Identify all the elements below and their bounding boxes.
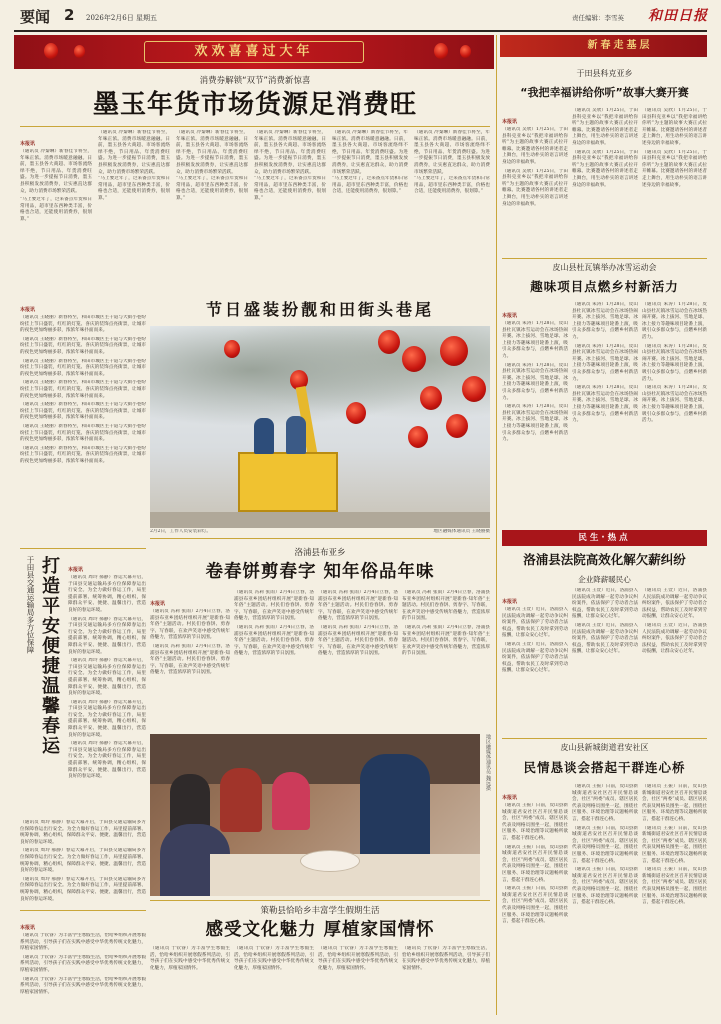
bottom-column bbox=[234, 946, 314, 1016]
bottom-paragraph: （通讯员 于钦睿）为丰富学生寒假生活，恰哈乡组织开展寒假系列活动，引导孩子们在实践中感受中华优秀传统文化魅力，厚植家国情怀。 bbox=[20, 976, 146, 995]
lead-kicker: 消费券解锁“双节”消费新惊喜 bbox=[199, 76, 311, 86]
photo-story-paragraph: （通讯员 王晓丽）新春将至，和田市城区主干道与大街小巷纷纷挂上节日盛装，红红的灯笼、喜庆的装饰点亮街景，让城市的夜色更加绚丽多彩，浓浓年味扑面而来。 bbox=[20, 358, 146, 377]
right2-paragraph: （通讯员 朱涛）1月28日，皮山县杜瓦镇冰雪运动会在冰场热闹开赛。冰上拔河、雪地足球、冰上接力等趣味项目轮番上演，吸引众多群众参与，点燃乡村新活力。 bbox=[642, 302, 707, 340]
mid-column bbox=[150, 590, 230, 730]
bottom-column bbox=[150, 946, 230, 1016]
photo-caption-left: 2月2日，工作人员安装彩灯。 bbox=[150, 529, 211, 534]
lead-quote: “马上要过年了，过来备点年货和日常用品，超市里东西种类丰富，价格也合适，还能使用消费券，很划算。” bbox=[414, 176, 490, 195]
right2-paragraph: （通讯员 朱涛）1月28日，皮山县杜瓦镇冰雪运动会在冰场热闹开赛。冰上拔河、雪地足球、冰上接力等趣味项目轮番上演，吸引众多群众参与，点燃乡村新活力。 bbox=[572, 385, 638, 424]
vertical-paragraph: （通讯员 周玲 郝静）春运大幕开启，于田县交通运输局多方位保障春运出行安全。为全力做好春运工作，局里提前部署、统筹协调，精心组织，保障群众平安、便捷、温馨出行，营造良好的春运环境。 bbox=[68, 699, 146, 738]
right4-paragraph: （通讯员 王振）日前，皮山县新城街道君安社区召开民情恳谈会，社区“两委”成员、辖区居民代表及网格员围坐一起，围绕社区服务、环境治理等议题畅所欲言，搭起干群连心桥。 bbox=[572, 825, 638, 864]
vertical-story-text bbox=[68, 556, 146, 816]
bottom-paragraph: （通讯员 于钦睿）为丰富学生寒假生活，恰哈乡组织开展寒假系列活动，引导孩子们在实践中感受中华优秀传统文化魅力，厚植家国情怀。 bbox=[402, 946, 490, 971]
right-banner-title: 新春走基层 bbox=[587, 40, 653, 51]
mid-column bbox=[318, 590, 398, 730]
right3-paragraph: （通讯员 王萱）近日，洛浦县人民法院成功调解一起劳动争议纠纷案件，依法保护了劳动者合法权益，帮助农民工及时拿到劳动报酬，让群众安心过年。 bbox=[642, 588, 707, 620]
street-lantern-photo bbox=[150, 326, 490, 528]
right4-paragraph: （通讯员 王振）日前，皮山县新城街道君安社区召开民情恳谈会，社区“两委”成员、辖区居民代表及网格员围坐一起，围绕社区服务、环境治理等议题畅所欲言，搭起干群连心桥。 bbox=[642, 825, 707, 864]
lantern-icon bbox=[378, 330, 400, 354]
photo-story-paragraph: （通讯员 王晓丽）新春将至，和田市城区主干道与大街小巷纷纷挂上节日盛装，红红的灯笼、喜庆的装饰点亮街景，让城市的夜色更加绚丽多彩，浓浓年味扑面而来。 bbox=[20, 380, 146, 399]
mid-headline: 卷春饼剪春字 知年俗品年味 bbox=[205, 562, 435, 582]
banner-title: 欢欢喜喜过大年 bbox=[194, 44, 314, 59]
right4-kicker: 皮山县新城街道君安社区 bbox=[560, 743, 649, 752]
right2-byline: 本报讯 bbox=[502, 313, 518, 319]
lantern-icon bbox=[224, 340, 240, 358]
photo-story-title: 节日盛装扮靓和田街头巷尾 bbox=[205, 300, 434, 319]
mid-column bbox=[402, 590, 490, 730]
photo-story-paragraph: （通讯员 王晓丽）新春将至，和田市城区主干道与大街小巷纷纷挂上节日盛装，红红的灯笼、喜庆的装饰点亮街景，让城市的夜色更加绚丽多彩，浓浓年味扑面而来。 bbox=[20, 423, 146, 443]
right1-kicker: 于田县科克亚乡 bbox=[576, 69, 633, 78]
lead-quote: “马上要过年了，过来备点年货和日常用品，超市里东西种类丰富，价格也合适，还能使用消费券，很划算。” bbox=[254, 176, 326, 201]
right2-paragraph: （通讯员 朱涛）1月28日，皮山县杜瓦镇冰雪运动会在冰场热闹开赛。冰上拔河、雪地足球、冰上接力等趣味项目轮番上演，吸引众多群众参与，点燃乡村新活力。 bbox=[642, 343, 707, 382]
right3-paragraph: （通讯员 王萱）近日，洛浦县人民法院成功调解一起劳动争议纠纷案件，依法保护了劳动者合法权益，帮助农民工及时拿到劳动报酬，让群众安心过年。 bbox=[502, 641, 568, 674]
lantern-icon bbox=[346, 402, 366, 424]
vertical-paragraph: （通讯员 周玲 郝静）春运大幕开启，于田县交通运输局多方位保障春运出行安全。为全力做好春运工作，局里提前部署、统筹协调，精心组织，保障群众平安、便捷、温馨出行，营造良好的春运环境。 bbox=[68, 658, 146, 697]
mid-paragraph: （通讯员 冯莉 张雨）2月4日立春，洛浦县布亚乡团结村组织开展“迎新春·知年俗”主题活动。村民们卷春饼、剪春字、写春联，在欢声笑语中感受传统年俗魅力，营造浓厚的节日氛围。 bbox=[150, 609, 230, 641]
lantern-icon bbox=[460, 45, 471, 58]
vertical-paragraph: （通讯员 周玲 郝静）春运大幕开启，于田县交通运输局多方位保障春运出行安全。为全力做好春运工作，局里提前部署、统筹协调，精心组织，保障群众平安、便捷、温馨出行，营造良好的春运环境。 bbox=[20, 848, 146, 874]
lead-quote: “马上要过年了，过来备点年货和日常用品，超市里东西种类丰富，价格也合适，还能使用消费券，很划算。” bbox=[98, 176, 170, 201]
lead-column bbox=[176, 130, 248, 292]
lead-byline: 本报讯 bbox=[20, 141, 36, 147]
column-divider bbox=[496, 35, 497, 1015]
right4-headline: 民情恳谈会搭起干群连心桥 bbox=[523, 760, 686, 775]
paper-logo: 和田日报 bbox=[648, 8, 708, 24]
vertical-kicker: 于田县交通运输局多方位保障 bbox=[26, 556, 35, 654]
mid-photo-caption: 地区融媒体通讯员 魏远摄 bbox=[485, 734, 491, 791]
section-rule bbox=[20, 548, 146, 549]
right4-paragraph: （通讯员 王振）日前，皮山县新城街道君安社区召开民情恳谈会，社区“两委”成员、辖区居民代表及网格员围坐一起，围绕社区服务、环境治理等议题畅所欲言，搭起干群连心桥。 bbox=[572, 867, 638, 906]
photo-caption-right: 地区融媒体通讯员 王晓丽摄 bbox=[433, 529, 490, 534]
bottom-paragraph: （通讯员 于钦睿）为丰富学生寒假生活，恰哈乡组织开展寒假系列活动，引导孩子们在实践中感受中华优秀传统文化魅力，厚植家国情怀。 bbox=[318, 946, 398, 971]
vertical-paragraph: （通讯员 周玲 郝静）春运大幕开启，于田县交通运输局多方位保障春运出行安全。为全力做好春运工作，局里提前部署、统筹协调，精心组织，保障群众平安、便捷、温馨出行，营造良好的春运环境。 bbox=[68, 741, 146, 780]
section-rule bbox=[20, 910, 146, 911]
lead-headline: 墨玉年货市场货源足消费旺 bbox=[92, 90, 417, 120]
lantern-icon bbox=[462, 376, 486, 402]
lead-paragraph: （通讯员 冷秦琳）新春佳节将至，年味正浓。消费市场暖意融融。日前，墨玉县各大商超、市场客流络绎不绝，节日用品、年货消费旺盛。为进一步提振节日消费，墨玉县积极发放消费券，让实惠直达群众，助力消费市场繁荣活跃。 bbox=[98, 130, 170, 175]
page-number: 2 bbox=[64, 6, 75, 24]
festive-banner bbox=[14, 35, 494, 69]
mid-paragraph: （通讯员 冯莉 张雨）2月4日立春，洛浦县布亚乡团结村组织开展“迎新春·知年俗”主题活动。村民们卷春饼、剪春字、写春联，在欢声笑语中感受传统年俗魅力，营造浓厚的节日氛围。 bbox=[150, 643, 230, 676]
right4-byline: 本报讯 bbox=[502, 795, 518, 801]
section-rule bbox=[502, 738, 707, 739]
bottom-column bbox=[318, 946, 398, 1016]
lantern-icon bbox=[420, 386, 442, 410]
lantern-icon bbox=[446, 414, 468, 438]
mid-paragraph: （通讯员 冯莉 张雨）2月4日立春，洛浦县布亚乡团结村组织开展“迎新春·知年俗”主题活动。村民们卷春饼、剪春字、写春联，在欢声笑语中感受传统年俗魅力，营造浓厚的节日氛围。 bbox=[234, 590, 314, 622]
lead-column bbox=[332, 130, 408, 292]
right2-paragraph: （通讯员 朱涛）1月28日，皮山县杜瓦镇冰雪运动会在冰场热闹开赛。冰上拔河、雪地足球、冰上接力等趣味项目轮番上演，吸引众多群众参与，点燃乡村新活力。 bbox=[642, 385, 707, 424]
lead-paragraph: （通讯员 冷秦琳）新春佳节将至，年味正浓。消费市场暖意融融。日前，墨玉县各大商超、市场客流络绎不绝，节日用品、年货消费旺盛。为进一步提振节日消费，墨玉县积极发放消费券，让实惠直达群众，助力消费市场繁荣活跃。 bbox=[254, 130, 326, 175]
mid-paragraph: （通讯员 冯莉 张雨）2月4日立春，洛浦县布亚乡团结村组织开展“迎新春·知年俗”主题活动。村民们卷春饼、剪春字、写春联，在欢声笑语中感受传统年俗魅力，营造浓厚的节日氛围。 bbox=[234, 624, 314, 657]
tree-foliage bbox=[150, 326, 490, 436]
right4-paragraph: （通讯员 王振）日前，皮山县新城街道君安社区召开民情恳谈会，社区“两委”成员、辖区居民代表及网格员围坐一起，围绕社区服务、环境治理等议题畅所欲言，搭起干群连心桥。 bbox=[642, 867, 707, 906]
right2-paragraph: （通讯员 朱涛）1月28日，皮山县杜瓦镇冰雪运动会在冰场热闹开赛。冰上拔河、雪地足球、冰上接力等趣味项目轮番上演，吸引众多群众参与，点燃乡村新活力。 bbox=[572, 302, 638, 340]
right3-column bbox=[642, 588, 707, 734]
right4-paragraph: （通讯员 王振）日前，皮山县新城街道君安社区召开民情恳谈会，社区“两委”成员、辖区居民代表及网格员围坐一起，围绕社区服务、环境治理等议题畅所欲言，搭起干群连心桥。 bbox=[642, 784, 707, 822]
right2-paragraph: （通讯员 朱涛）1月28日，皮山县杜瓦镇冰雪运动会在冰场热闹开赛。冰上拔河、雪地足球、冰上接力等趣味项目轮番上演，吸引众多群众参与，点燃乡村新活力。 bbox=[502, 404, 568, 443]
lead-column bbox=[414, 130, 490, 292]
photo-story-paragraph: （通讯员 王晓丽）新春将至，和田市城区主干道与大街小巷纷纷挂上节日盛装，红红的灯笼、喜庆的装饰点亮街景，让城市的夜色更加绚丽多彩，浓浓年味扑面而来。 bbox=[20, 402, 146, 421]
right2-paragraph: （通讯员 朱涛）1月28日，皮山县杜瓦镇冰雪运动会在冰场热闹开赛。冰上拔河、雪地足球、冰上接力等趣味项目轮番上演，吸引众多群众参与，点燃乡村新活力。 bbox=[502, 362, 568, 401]
vertical-story-text bbox=[20, 820, 146, 910]
vertical-headline: 打造平安便捷温馨春运 bbox=[39, 556, 60, 756]
lead-quote: “马上要过年了，过来备点年货和日常用品，超市里东西种类丰富，价格也合适，还能使用消费券，很划算。” bbox=[176, 176, 248, 201]
right1-column bbox=[642, 108, 707, 254]
photo-story-paragraph: （通讯员 王晓丽）新春将至，和田市城区主干道与大街小巷纷纷挂上节日盛装，红红的灯笼、喜庆的装饰点亮街景，让城市的夜色更加绚丽多彩，浓浓年味扑面而来。 bbox=[20, 445, 146, 464]
lantern-icon bbox=[402, 346, 426, 372]
right1-paragraph: （通讯员 吴欣）1月25日，于田县科克亚乡以“我把幸福讲给你听”为主题的故事大赛正式拉开帷幕。比赛邀请各村的讲述者走上舞台，用生动朴实的语言讲述身边的幸福故事。 bbox=[502, 127, 568, 165]
right1-byline: 本报讯 bbox=[502, 119, 518, 125]
mid-paragraph: （通讯员 冯莉 张雨）2月4日立春，洛浦县布亚乡团结村组织开展“迎新春·知年俗”主题活动。村民们卷春饼、剪春字、写春联，在欢声笑语中感受传统年俗魅力，营造浓厚的节日氛围。 bbox=[318, 624, 398, 657]
vertical-paragraph: （通讯员 周玲 郝静）春运大幕开启，于田县交通运输局多方位保障春运出行安全。为全力做好春运工作，局里提前部署、统筹协调，精心组织，保障群众平安、便捷、温馨出行，营造良好的春运环境。 bbox=[68, 575, 146, 613]
right3-byline: 本报讯 bbox=[502, 599, 518, 605]
issue-date: 2026年2月6日 星期五 bbox=[86, 14, 157, 22]
bottom-kicker: 策勒县恰哈乡丰富学生假期生活 bbox=[260, 906, 380, 916]
mid-paragraph: （通讯员 冯莉 张雨）2月4日立春，洛浦县布亚乡团结村组织开展“迎新春·知年俗”主题活动。村民们卷春饼、剪春字、写春联，在欢声笑语中感受传统年俗魅力，营造浓厚的节日氛围。 bbox=[402, 624, 490, 657]
section-rule bbox=[150, 538, 490, 539]
masthead-rule bbox=[14, 30, 707, 32]
right1-paragraph: （通讯员 吴欣）1月25日，于田县科克亚乡以“我把幸福讲给你听”为主题的故事大赛正式拉开帷幕。比赛邀请各村的讲述者走上舞台，用生动朴实的语言讲述身边的幸福故事。 bbox=[642, 149, 707, 188]
right3-paragraph: （通讯员 王萱）近日，洛浦县人民法院成功调解一起劳动争议纠纷案件，依法保护了劳动者合法权益，帮助农民工及时拿到劳动报酬，让群众安心过年。 bbox=[572, 588, 638, 620]
right1-paragraph: （通讯员 吴欣）1月25日，于田县科克亚乡以“我把幸福讲给你听”为主题的故事大赛正式拉开帷幕。比赛邀请各村的讲述者走上舞台，用生动朴实的语言讲述身边的幸福故事。 bbox=[502, 168, 568, 207]
right3-paragraph: （通讯员 王萱）近日，洛浦县人民法院成功调解一起劳动争议纠纷案件，依法保护了劳动者合法权益，帮助农民工及时拿到劳动报酬，让群众安心过年。 bbox=[642, 622, 707, 655]
lead-quote: “马上要过年了，过来备点年货和日常用品，超市里东西种类丰富，价格也合适，还能使用消费券，很划算。” bbox=[20, 197, 92, 222]
right2-paragraph: （通讯员 朱涛）1月28日，皮山县杜瓦镇冰雪运动会在冰场热闹开赛。冰上拔河、雪地足球、冰上接力等趣味项目轮番上演，吸引众多群众参与，点燃乡村新活力。 bbox=[502, 321, 568, 359]
lead-paragraph: （通讯员 冷秦琳）新春佳节将至，年味正浓。消费市场暖意融融。日前，墨玉县各大商超、市场客流络绎不绝，节日用品、年货消费旺盛。为进一步提振节日消费，墨玉县积极发放消费券，让实惠直达群众，助力消费市场繁荣活跃。 bbox=[176, 130, 248, 175]
section-rule bbox=[502, 258, 707, 259]
lantern-icon bbox=[44, 43, 58, 59]
lantern-icon bbox=[434, 43, 448, 59]
worker-figure bbox=[286, 416, 306, 454]
right4-paragraph: （通讯员 王振）日前，皮山县新城街道君安社区召开民情恳谈会，社区“两委”成员、辖区居民代表及网格员围坐一起，围绕社区服务、环境治理等议题畅所欲言，搭起干群连心桥。 bbox=[502, 844, 568, 883]
right2-column bbox=[642, 302, 707, 524]
right3-paragraph: （通讯员 王萱）近日，洛浦县人民法院成功调解一起劳动争议纠纷案件，依法保护了劳动者合法权益，帮助农民工及时拿到劳动报酬，让群众安心过年。 bbox=[572, 622, 638, 655]
right4-column bbox=[642, 784, 707, 1014]
right4-paragraph: （通讯员 王振）日前，皮山县新城街道君安社区召开民情恳谈会，社区“两委”成员、辖区居民代表及网格员围坐一起，围绕社区服务、环境治理等议题畅所欲言，搭起干群连心桥。 bbox=[502, 886, 568, 925]
vertical-paragraph: （通讯员 周玲 郝静）春运大幕开启，于田县交通运输局多方位保障春运出行安全。为全力做好春运工作，局里提前部署、统筹协调，精心组织，保障群众平安、便捷、温馨出行，营造良好的春运环境。 bbox=[68, 616, 146, 655]
bottom-column bbox=[402, 946, 490, 1016]
right2-column bbox=[502, 302, 568, 524]
right3-headline: 洛浦县法院高效化解欠薪纠纷 bbox=[523, 552, 686, 567]
lift-bucket bbox=[238, 452, 338, 512]
right4-paragraph: （通讯员 王振）日前，皮山县新城街道君安社区召开民情恳谈会，社区“两委”成员、辖区居民代表及网格员围坐一起，围绕社区服务、环境治理等议题畅所欲言，搭起干群连心桥。 bbox=[502, 803, 568, 841]
lead-paragraph: （通讯员 冷秦琳）新春佳节将至，年味正浓。消费市场暖意融融。日前，墨玉县各大商超、市场客流络绎不绝，节日用品、年货消费旺盛。为进一步提振节日消费，墨玉县积极发放消费券，让实惠直达群众，助力消费市场繁荣活跃。 bbox=[332, 130, 408, 175]
right2-paragraph: （通讯员 朱涛）1月28日，皮山县杜瓦镇冰雪运动会在冰场热闹开赛。冰上拔河、雪地足球、冰上接力等趣味项目轮番上演，吸引众多群众参与，点燃乡村新活力。 bbox=[572, 343, 638, 382]
section-rule bbox=[150, 900, 490, 901]
bottom-byline: 本报讯 bbox=[20, 925, 36, 931]
bottom-paragraph: （通讯员 于钦睿）为丰富学生寒假生活，恰哈乡组织开展寒假系列活动，引导孩子们在实践中感受中华优秀传统文化魅力，厚植家国情怀。 bbox=[234, 946, 314, 971]
mid-column bbox=[234, 590, 314, 730]
bottom-headline: 感受文化魅力 厚植家国情怀 bbox=[205, 920, 435, 940]
lead-paragraph: （通讯员 冷秦琳）新春佳节将至，年味正浓。消费市场暖意融融。日前，墨玉县各大商超、市场客流络绎不绝，节日用品、年货消费旺盛。为进一步提振节日消费，墨玉县积极发放消费券，让实惠直达群众，助力消费市场繁荣活跃。 bbox=[20, 149, 92, 194]
section-label: 要闻 bbox=[20, 8, 51, 26]
mid-paragraph: （通讯员 冯莉 张雨）2月4日立春，洛浦县布亚乡团结村组织开展“迎新春·知年俗”主题活动。村民们卷春饼、剪春字、写春联，在欢声笑语中感受传统年俗魅力，营造浓厚的节日氛围。 bbox=[402, 590, 490, 622]
right2-kicker: 皮山县杜瓦镇举办冰雪运动会 bbox=[552, 263, 657, 272]
right1-paragraph: （通讯员 吴欣）1月25日，于田县科克亚乡以“我把幸福讲给你听”为主题的故事大赛正式拉开帷幕。比赛邀请各村的讲述者走上舞台，用生动朴实的语言讲述身边的幸福故事。 bbox=[572, 149, 638, 188]
food-plate bbox=[300, 850, 360, 872]
bottom-paragraph: （通讯员 于钦睿）为丰富学生寒假生活，恰哈乡组织开展寒假系列活动，引导孩子们在实践中感受中华优秀传统文化魅力，厚植家国情怀。 bbox=[20, 933, 146, 952]
right4-column bbox=[572, 784, 638, 1014]
right4-column bbox=[502, 784, 568, 1014]
livelihood-section-bar: 民生·热点 bbox=[502, 530, 707, 546]
photo-story-paragraph: （通讯员 王晓丽）新春将至，和田市城区主干道与大街小巷纷纷挂上节日盛装，红红的灯笼、喜庆的装饰点亮街景，让城市的夜色更加绚丽多彩，浓浓年味扑面而来。 bbox=[20, 336, 146, 355]
left-bottom-text bbox=[20, 914, 146, 1014]
street-ground bbox=[150, 512, 490, 528]
lead-rule bbox=[20, 126, 490, 127]
lantern-icon bbox=[408, 426, 428, 448]
right3-column bbox=[572, 588, 638, 734]
vertical-paragraph: （通讯员 周玲 郝静）春运大幕开启，于田县交通运输局多方位保障春运出行安全。为全力做好春运工作，局里提前部署、统筹协调，精心组织，保障群众平安、便捷、温馨出行，营造良好的春运环境。 bbox=[20, 876, 146, 902]
lead-column bbox=[98, 130, 170, 292]
right1-column bbox=[572, 108, 638, 254]
child-figure bbox=[220, 768, 262, 832]
lead-quote: “马上要过年了，过来备点年货和日常用品，超市里东西种类丰富，价格也合适，还能使用消费券，很划算。” bbox=[332, 176, 408, 195]
right3-column bbox=[502, 588, 568, 734]
right1-headline: “我把幸福讲给你听”故事大赛开赛 bbox=[520, 86, 689, 99]
photo-story-byline: 本报讯 bbox=[20, 307, 36, 313]
lead-column bbox=[20, 130, 92, 292]
worker-figure bbox=[254, 418, 274, 454]
photo-story-paragraph: （通讯员 王晓丽）新春将至，和田市城区主干道与大街小巷纷纷挂上节日盛装，红红的灯笼、喜庆的装饰点亮街景，让城市的夜色更加绚丽多彩，浓浓年味扑面而来。 bbox=[20, 315, 146, 334]
right3-kicker: 企业降薪暖民心 bbox=[578, 575, 631, 584]
mid-paragraph: （通讯员 冯莉 张雨）2月4日立春，洛浦县布亚乡团结村组织开展“迎新春·知年俗”主题活动。村民们卷春饼、剪春字、写春联，在欢声笑语中感受传统年俗魅力，营造浓厚的节日氛围。 bbox=[318, 590, 398, 622]
vertical-paragraph: （通讯员 周玲 郝静）春运大幕开启，于田县交通运输局多方位保障春运出行安全。为全力做好春运工作，局里提前部署、统筹协调，精心组织，保障群众平安、便捷、温馨出行，营造良好的春运环境。 bbox=[20, 820, 146, 845]
right1-paragraph: （通讯员 吴欣）1月25日，于田县科克亚乡以“我把幸福讲给你听”为主题的故事大赛正式拉开帷幕。比赛邀请各村的讲述者走上舞台，用生动朴实的语言讲述身边的幸福故事。 bbox=[642, 108, 707, 146]
lead-column bbox=[254, 130, 326, 292]
mid-kicker: 洛浦县布亚乡 bbox=[294, 548, 346, 558]
right-banner bbox=[500, 35, 707, 57]
right2-column bbox=[572, 302, 638, 524]
child-figure bbox=[272, 772, 310, 830]
lantern-icon bbox=[74, 45, 85, 58]
right1-column bbox=[502, 108, 568, 254]
spring-roll-photo bbox=[150, 734, 480, 896]
editor-credit: 责任编辑：李雪英 bbox=[572, 14, 624, 22]
right4-paragraph: （通讯员 王振）日前，皮山县新城街道君安社区召开民情恳谈会，社区“两委”成员、辖区居民代表及网格员围坐一起，围绕社区服务、环境治理等议题畅所欲言，搭起干群连心桥。 bbox=[572, 784, 638, 822]
vertical-byline: 本报讯 bbox=[68, 567, 84, 573]
right3-paragraph: （通讯员 王萱）近日，洛浦县人民法院成功调解一起劳动争议纠纷案件，依法保护了劳动者合法权益，帮助农民工及时拿到劳动报酬，让群众安心过年。 bbox=[502, 607, 568, 639]
bottom-paragraph: （通讯员 于钦睿）为丰富学生寒假生活，恰哈乡组织开展寒假系列活动，引导孩子们在实践中感受中华优秀传统文化魅力，厚植家国情怀。 bbox=[150, 946, 230, 971]
bottom-paragraph: （通讯员 于钦睿）为丰富学生寒假生活，恰哈乡组织开展寒假系列活动，引导孩子们在实践中感受中华优秀传统文化魅力，厚植家国情怀。 bbox=[20, 954, 146, 973]
right1-paragraph: （通讯员 吴欣）1月25日，于田县科克亚乡以“我把幸福讲给你听”为主题的故事大赛正式拉开帷幕。比赛邀请各村的讲述者走上舞台，用生动朴实的语言讲述身边的幸福故事。 bbox=[572, 108, 638, 146]
masthead bbox=[0, 0, 721, 30]
mid-byline: 本报讯 bbox=[150, 601, 166, 607]
lead-paragraph: （通讯员 冷秦琳）新春佳节将至，年味正浓。消费市场暖意融融。日前，墨玉县各大商超、市场客流络绎不绝，节日用品、年货消费旺盛。为进一步提振节日消费，墨玉县积极发放消费券，让实惠直达群众，助力消费市场繁荣活跃。 bbox=[414, 130, 490, 175]
lantern-icon bbox=[440, 336, 468, 366]
right2-headline: 趣味项目点燃乡村新活力 bbox=[530, 279, 679, 294]
adult-figure bbox=[360, 754, 430, 864]
